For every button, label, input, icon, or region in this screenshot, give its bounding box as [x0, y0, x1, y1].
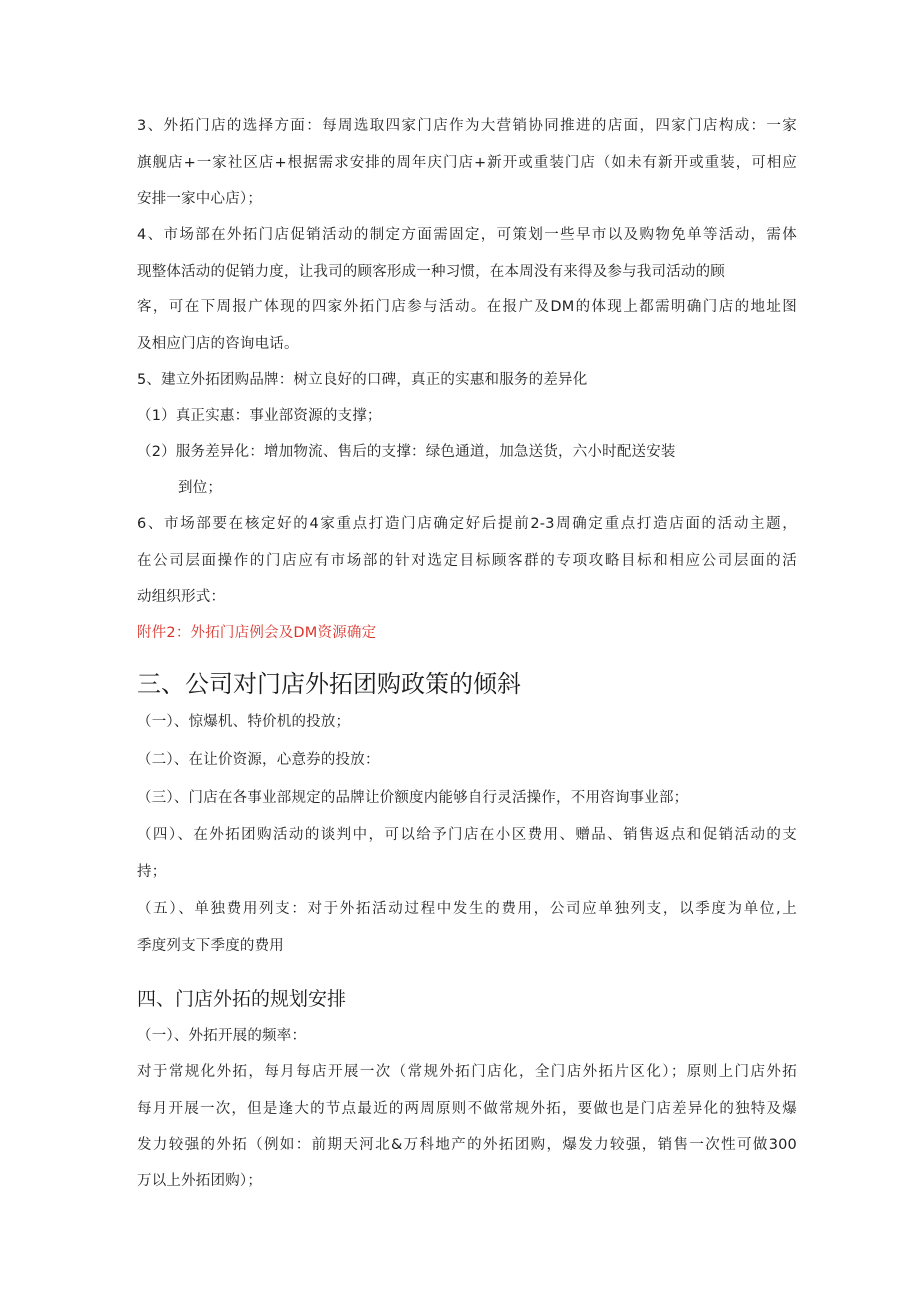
policy-item-2: （二）、在让价资源，心意券的投放：: [137, 752, 380, 768]
heading-section-four: 四、门店外拓的规划安排: [137, 988, 347, 1010]
section5-item-2-continued: 到位；: [178, 480, 223, 496]
policy-item-5-line-1: （五）、单独费用列支：对于外拓活动过程中发生的费用，公司应单独列支，以季度为单位,上: [137, 901, 797, 917]
heading-section-three: 三、公司对门店外拓团购政策的倾斜: [137, 670, 521, 698]
policy-item-4-line-2: 持；: [137, 864, 167, 880]
section5-item-1: （1）真正实惠：事业部资源的支撑；: [137, 408, 382, 424]
plan-line-2: 每月开展一次，但是逢大的节点最近的两周原则不做常规外拓，要做也是门店差异化的独特及爆: [137, 1101, 797, 1117]
section5-item-2: （2）服务差异化：增加物流、售后的支撑：绿色通道，加急送货，六小时配送安装: [137, 444, 676, 460]
section4-line-2: 现整体活动的促销力度，让我司的顾客形成一种习惯，在本周没有来得及参与我司活动的顾: [137, 264, 725, 280]
policy-item-3: （三）、门店在各事业部规定的品牌让价额度内能够自行灵活操作，不用咨询事业部；: [137, 790, 689, 806]
section3-line-2: 旗舰店+一家社区店+根据需求安排的周年庆门店+新开或重装门店（如未有新开或重装，可相应: [137, 155, 797, 171]
section4-line-1: 4、市场部在外拓门店促销活动的制定方面需固定，可策划一些早市以及购物免单等活动，需体: [137, 227, 797, 243]
section6-line-2: 在公司层面操作的门店应有市场部的针对选定目标顾客群的专项攻略目标和相应公司层面的活: [137, 553, 797, 569]
plan-line-3: 发力较强的外拓（例如：前期天河北&万科地产的外拓团购，爆发力较强，销售一次性可做300: [137, 1137, 797, 1153]
section4-line-4: 及相应门店的咨询电话。: [137, 336, 299, 352]
plan-subheading-frequency: （一）、外拓开展的频率：: [137, 1028, 307, 1044]
plan-line-4: 万以上外拓团购）；: [137, 1173, 263, 1189]
policy-item-4-line-1: （四）、在外拓团购活动的谈判中，可以给予门店在小区费用、赠品、销售返点和促销活动的支: [137, 827, 797, 843]
policy-item-1: （一）、惊爆机、特价机的投放；: [137, 714, 351, 730]
attachment-2-note: 附件2：外拓门店例会及DM资源确定: [137, 625, 377, 641]
section6-line-1: 6、市场部要在核定好的4家重点打造门店确定好后提前2-3周确定重点打造店面的活动主题，: [137, 516, 797, 532]
policy-item-5-line-2: 季度列支下季度的费用: [137, 938, 284, 954]
section4-line-3: 客，可在下周报广体现的四家外拓门店参与活动。在报广及DM的体现上都需明确门店的地址图: [137, 299, 797, 315]
section3-line-1: 3、外拓门店的选择方面：每周选取四家门店作为大营销协同推进的店面，四家门店构成：一家: [137, 118, 797, 134]
plan-line-1: 对于常规化外拓，每月每店开展一次（常规外拓门店化，全门店外拓片区化）；原则上门店外拓: [137, 1064, 797, 1080]
section6-line-3: 动组织形式：: [137, 589, 226, 605]
section3-line-3: 安排一家中心店）；: [137, 191, 263, 207]
section5-title: 5、建立外拓团购品牌：树立良好的口碑，真正的实惠和服务的差异化: [137, 372, 588, 388]
